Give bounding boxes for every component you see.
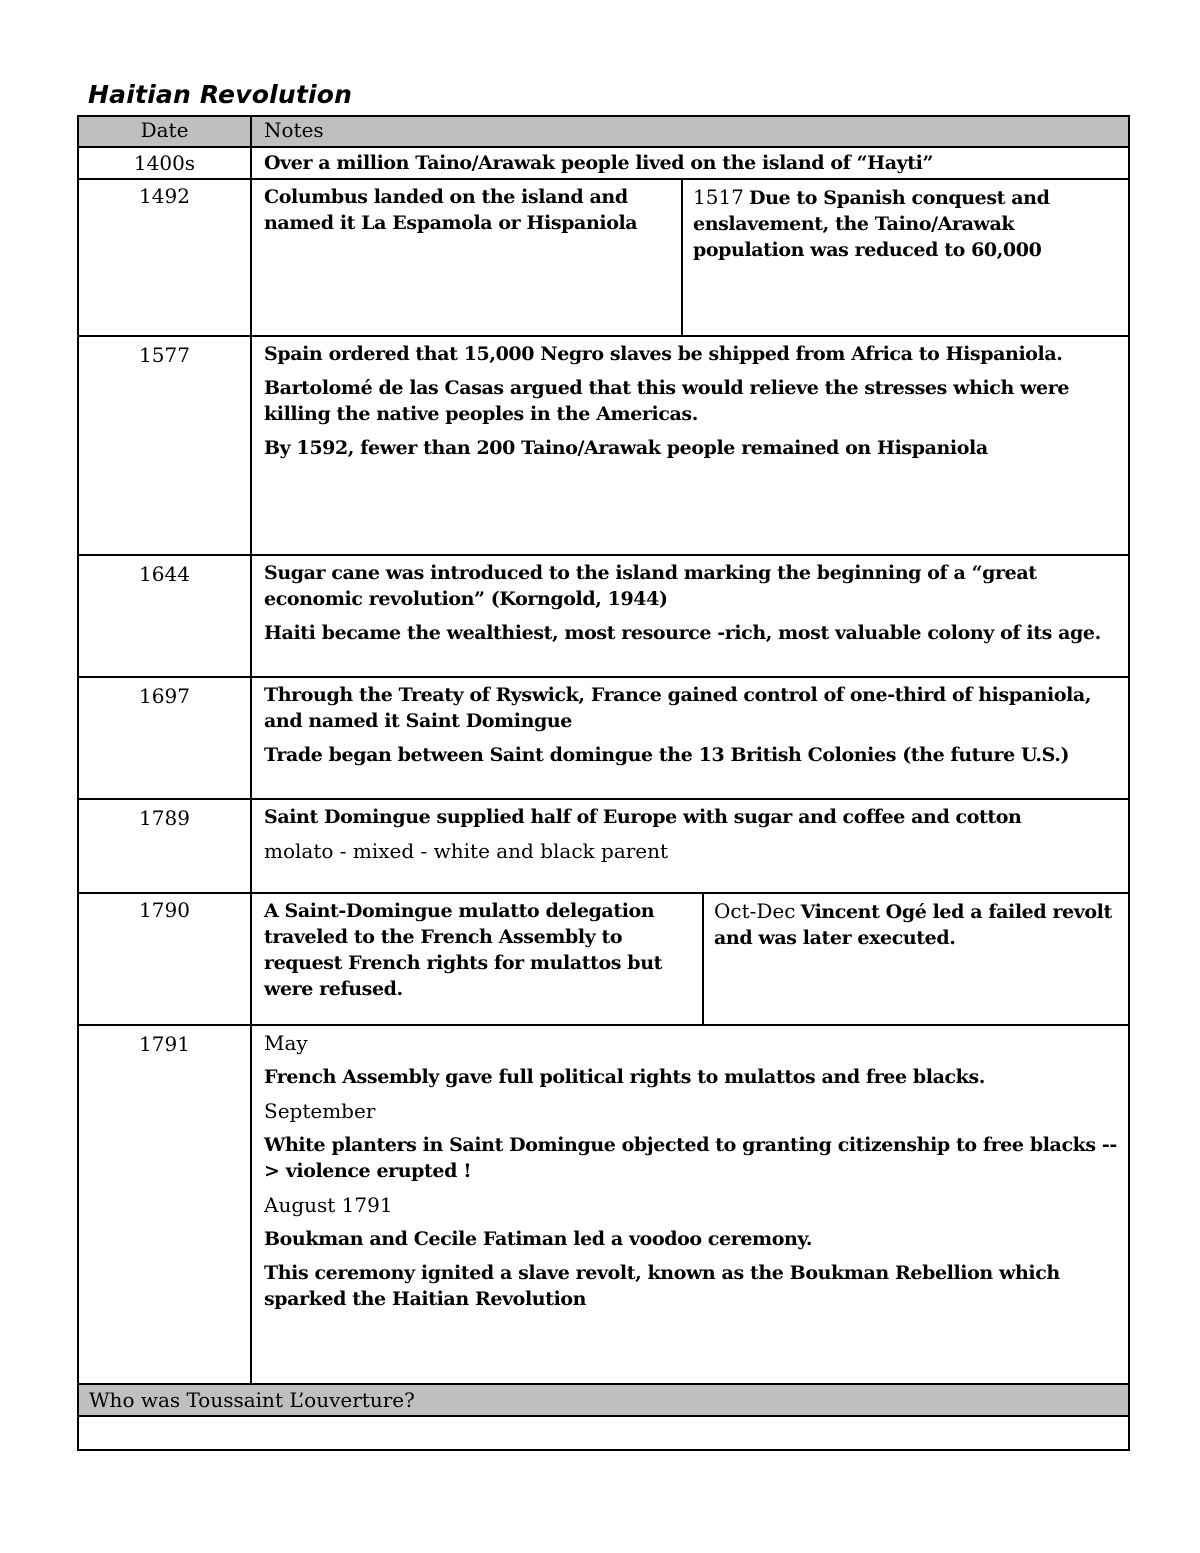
table-row: [79, 892, 1128, 1026]
row-note-right: [704, 894, 1128, 1026]
row-note: White planters in Saint Domingue objected to granting citizenship to free blacks --> violence erupted !: [264, 1134, 1117, 1182]
table-row: [79, 554, 1128, 678]
row-note: Saint Domingue supplied half of Europe with sugar and coffee and cotton: [264, 806, 1022, 828]
row-note-definition: molato - mixed - white and black parent: [264, 839, 669, 863]
row-note: French Assembly gave full political rights to mulattos and free blacks.: [264, 1066, 985, 1088]
row-date: 1697: [79, 678, 252, 800]
row-date: 1492: [79, 180, 252, 337]
row-note-text: Vincent Ogé led a failed revolt and was later executed.: [714, 901, 1112, 949]
row-date: 1577: [79, 337, 252, 556]
row-date: 1791: [79, 1026, 252, 1385]
row-date: 1789: [79, 800, 252, 894]
row-note: Sugar cane was introduced to the island marking the beginning of a “great economic revolution” (Korngold, 1944): [264, 562, 1037, 610]
row-note-month: September: [264, 1099, 376, 1123]
row-note: Bartolomé de las Casas argued that this would relieve the stresses which were killing the native peoples in the Americas.: [264, 377, 1070, 425]
table-row: [79, 676, 1128, 800]
row-notes: [252, 678, 1128, 800]
toussaint-question-row: [79, 1383, 1128, 1417]
table-row: [79, 1024, 1128, 1385]
table-row: [79, 335, 1128, 556]
toussaint-answer-row[interactable]: [79, 1415, 1128, 1449]
row-note: Haiti became the wealthiest, most resource -rich, most valuable colony of its age.: [264, 622, 1101, 644]
row-note-month: August 1791: [264, 1193, 393, 1217]
row-date: 1790: [79, 894, 252, 1026]
row-note-text: Due to Spanish conquest and enslavement, the Taino/Arawak population was reduced to 60,000: [693, 187, 1050, 261]
row-note-year: 1517: [693, 185, 744, 209]
table-row: [79, 146, 1128, 180]
toussaint-question: Who was Toussaint L’ouverture?: [89, 1388, 415, 1412]
row-notes: [252, 556, 1128, 678]
table-header-row: [79, 117, 1128, 146]
table-row: [79, 798, 1128, 894]
row-note-right: [683, 180, 1128, 337]
row-note-left: A Saint-Domingue mulatto delegation traveled to the French Assembly to request French rights for mulattos but were refused.: [252, 894, 704, 1026]
table-row: [79, 178, 1128, 337]
row-note: This ceremony ignited a slave revolt, known as the Boukman Rebellion which sparked the Haitian Revolution: [264, 1262, 1060, 1310]
row-notes: [252, 1026, 1128, 1385]
row-date: 1644: [79, 556, 252, 678]
row-date: 1400s: [79, 148, 252, 180]
row-note: Spain ordered that 15,000 Negro slaves be shipped from Africa to Hispaniola.: [264, 343, 1063, 365]
row-note-left: Columbus landed on the island and named it La Espamola or Hispaniola: [252, 180, 683, 337]
row-note-period: Oct-Dec: [714, 899, 796, 923]
page-title: Haitian Revolution: [88, 80, 353, 109]
row-note: Through the Treaty of Ryswick, France gained control of one-third of hispaniola, and named it Saint Domingue: [264, 684, 1092, 732]
row-note-month: May: [264, 1031, 308, 1055]
row-note: Over a million Taino/Arawak people lived on the island of “Hayti”: [264, 152, 933, 174]
row-note: By 1592, fewer than 200 Taino/Arawak people remained on Hispaniola: [264, 437, 988, 459]
date-column-header: Date: [79, 117, 252, 146]
row-note: Boukman and Cecile Fatiman led a voodoo ceremony.: [264, 1228, 813, 1250]
row-notes: [252, 800, 1128, 894]
notes-column-header: Notes: [264, 118, 324, 142]
row-note: Trade began between Saint domingue the 13 British Colonies (the future U.S.): [264, 744, 1070, 766]
row-notes: [252, 337, 1128, 556]
timeline-table: [77, 115, 1130, 1451]
